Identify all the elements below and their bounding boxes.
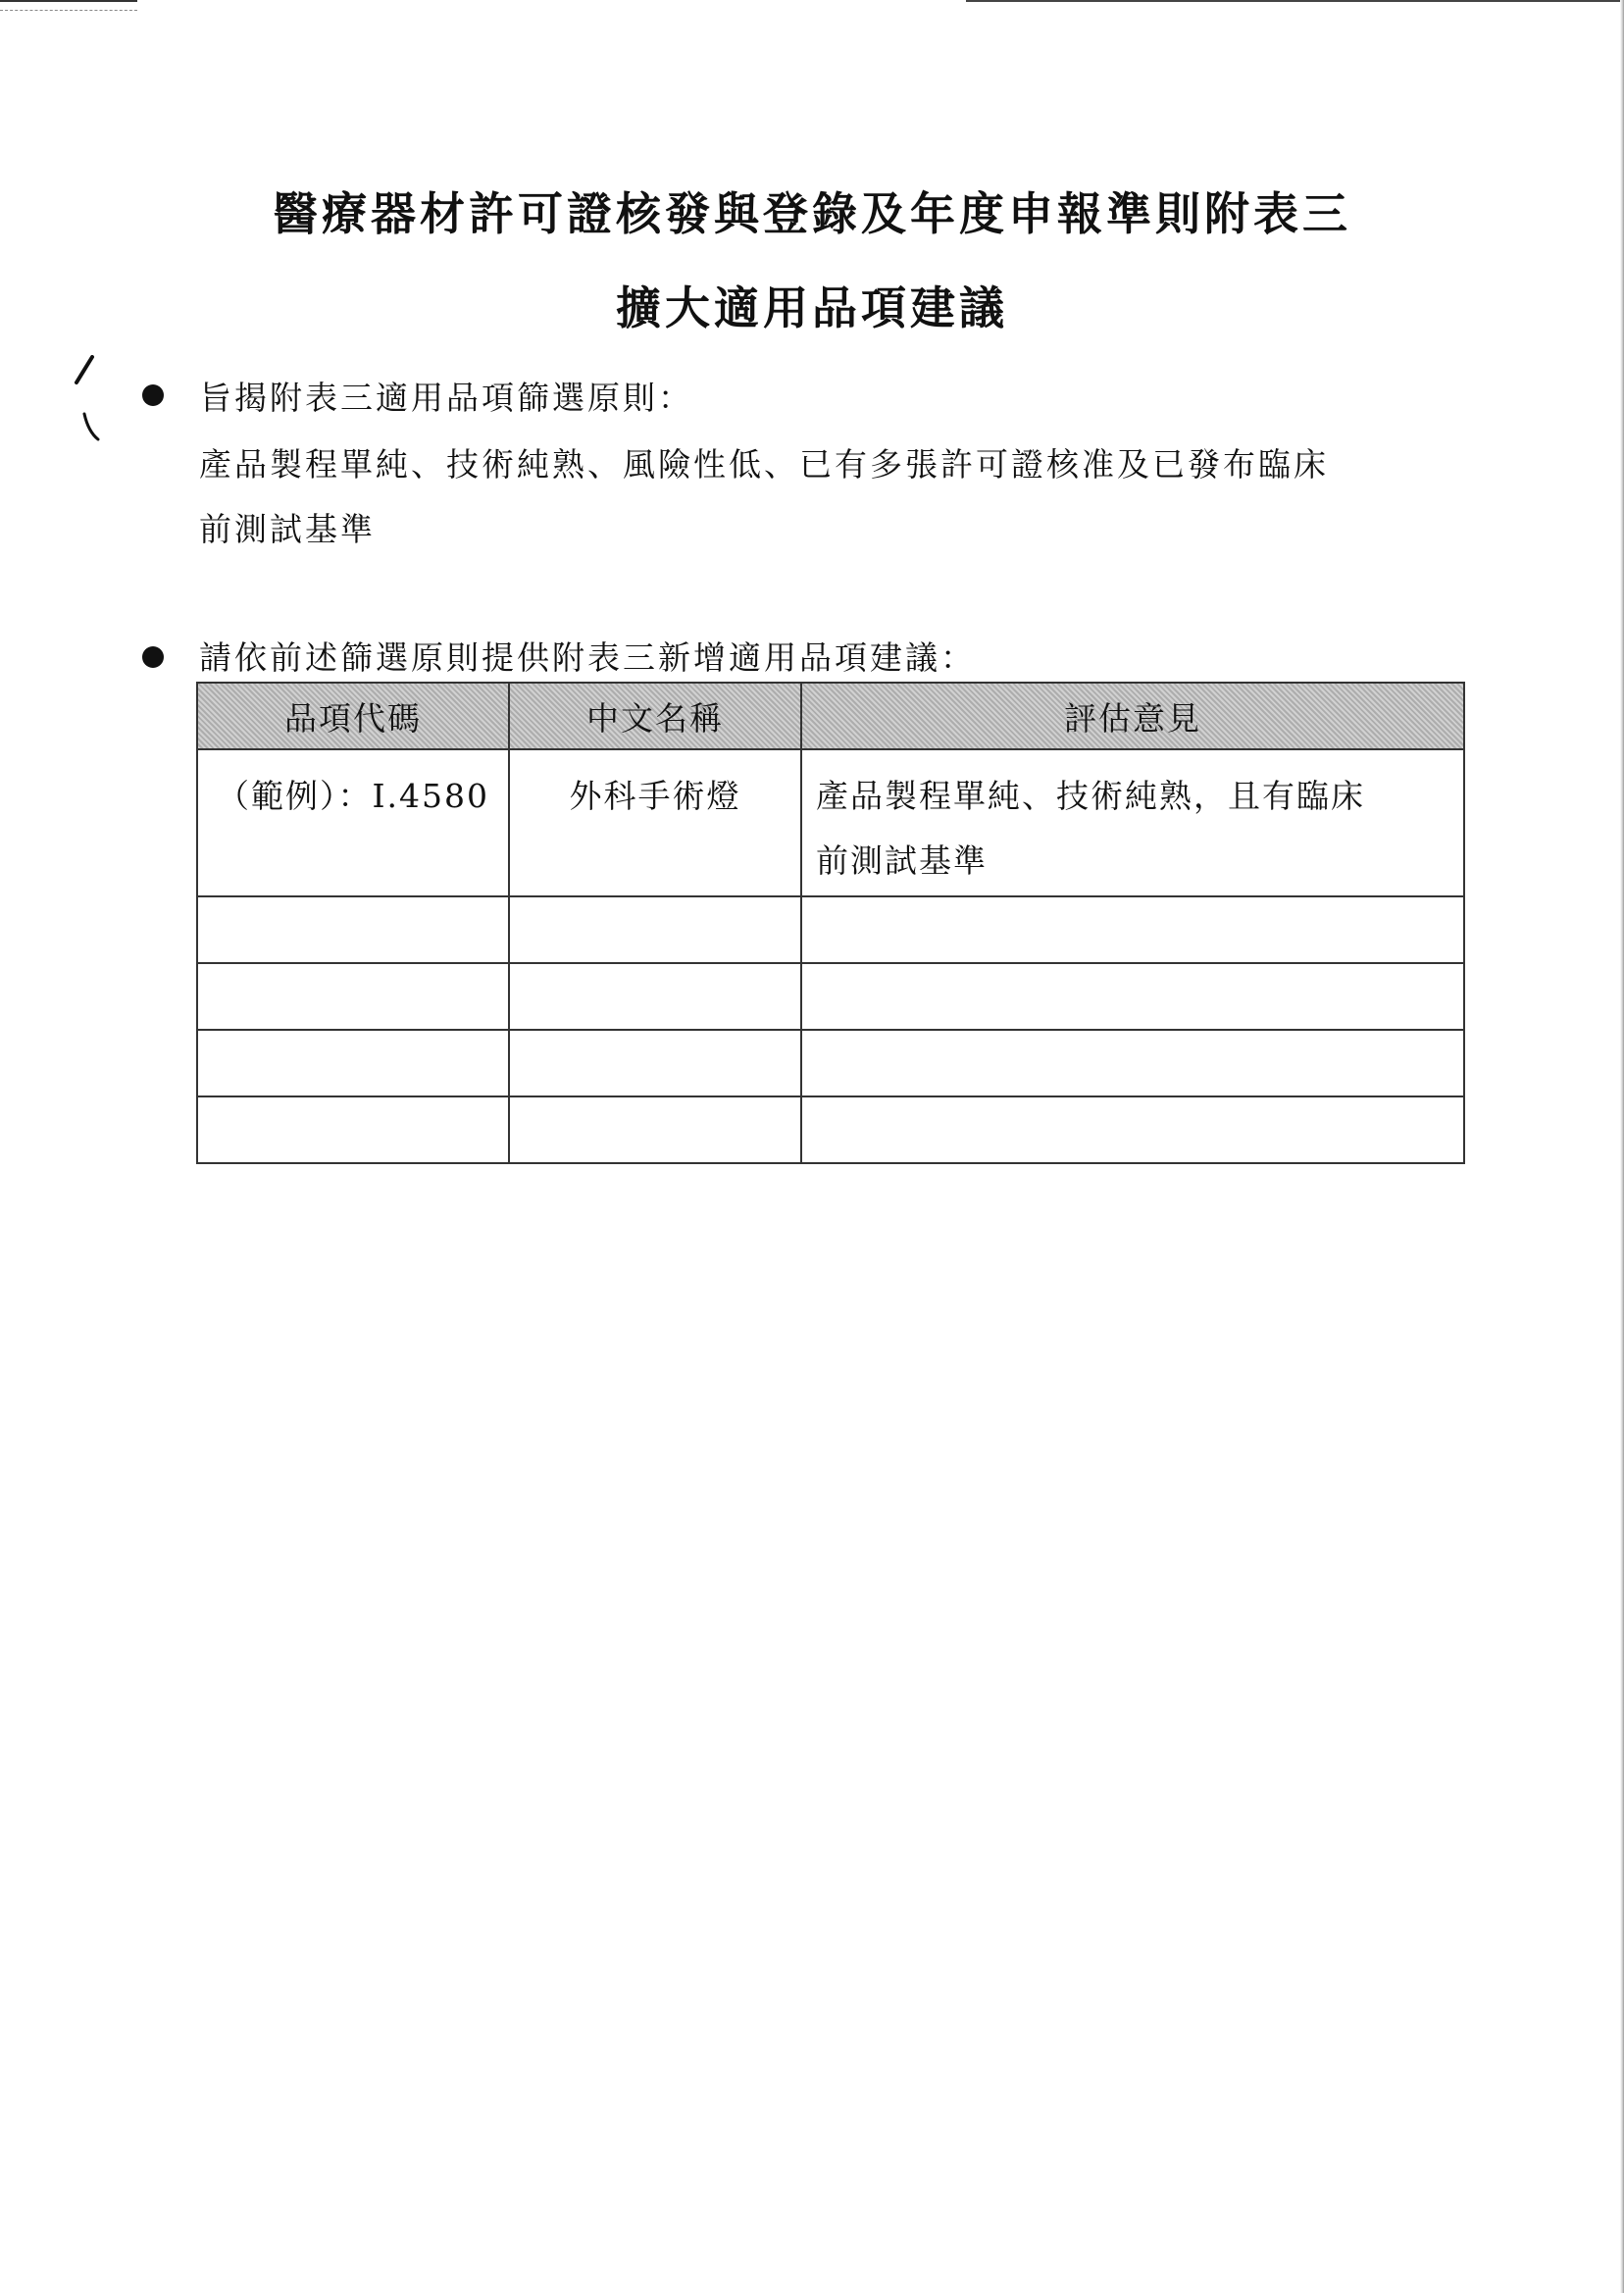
table-cell [197, 1096, 509, 1163]
example-evaluation-line2: 前測試基準 [816, 841, 988, 880]
example-chinese-name: 外科手術燈 [509, 749, 801, 896]
header-item-code: 品項代碼 [197, 683, 509, 749]
example-evaluation-line1: 產品製程單純、技術純熟，且有臨床 [816, 777, 1365, 815]
table-cell [197, 963, 509, 1030]
table-cell [197, 896, 509, 963]
bullet-1 [142, 384, 164, 406]
example-item-code: （範例）：I.4580 [197, 749, 509, 896]
table-row [197, 1096, 1464, 1163]
table-header-row [197, 683, 1464, 749]
table-cell [509, 963, 801, 1030]
example-evaluation [801, 749, 1464, 896]
header-evaluation: 評估意見 [801, 683, 1464, 749]
pen-mark [71, 355, 110, 453]
scan-edge-top-right [966, 0, 1624, 2]
page-title-line2: 擴大適用品項建議 [616, 281, 1008, 334]
scan-edge-top-left [0, 0, 137, 2]
table-cell [801, 1096, 1464, 1163]
table-cell [197, 1030, 509, 1096]
table-row [197, 963, 1464, 1030]
table-cell [801, 1030, 1464, 1096]
page-title-line1: 醫療器材許可證核發與登錄及年度申報準則附表三 [273, 187, 1351, 240]
scan-edge-right [1620, 0, 1624, 2293]
section1-text-line2: 前測試基準 [199, 510, 376, 548]
suggestion-table [196, 682, 1465, 1164]
table-cell [509, 1096, 801, 1163]
header-chinese-name: 中文名稱 [509, 683, 801, 749]
scan-edge-top-left-dashed [0, 10, 137, 11]
section2-heading: 請依前述篩選原則提供附表三新增適用品項建議： [199, 638, 976, 677]
table-cell [801, 896, 1464, 963]
table-cell [509, 1030, 801, 1096]
section1-heading: 旨揭附表三適用品項篩選原則： [199, 379, 693, 417]
table-cell [801, 963, 1464, 1030]
table-row-example [197, 749, 1464, 896]
table-row [197, 896, 1464, 963]
bullet-2 [142, 646, 164, 668]
table-row [197, 1030, 1464, 1096]
section1-text-line1: 產品製程單純、技術純熟、風險性低、已有多張許可證核准及已發布臨床 [199, 445, 1329, 484]
table-cell [509, 896, 801, 963]
